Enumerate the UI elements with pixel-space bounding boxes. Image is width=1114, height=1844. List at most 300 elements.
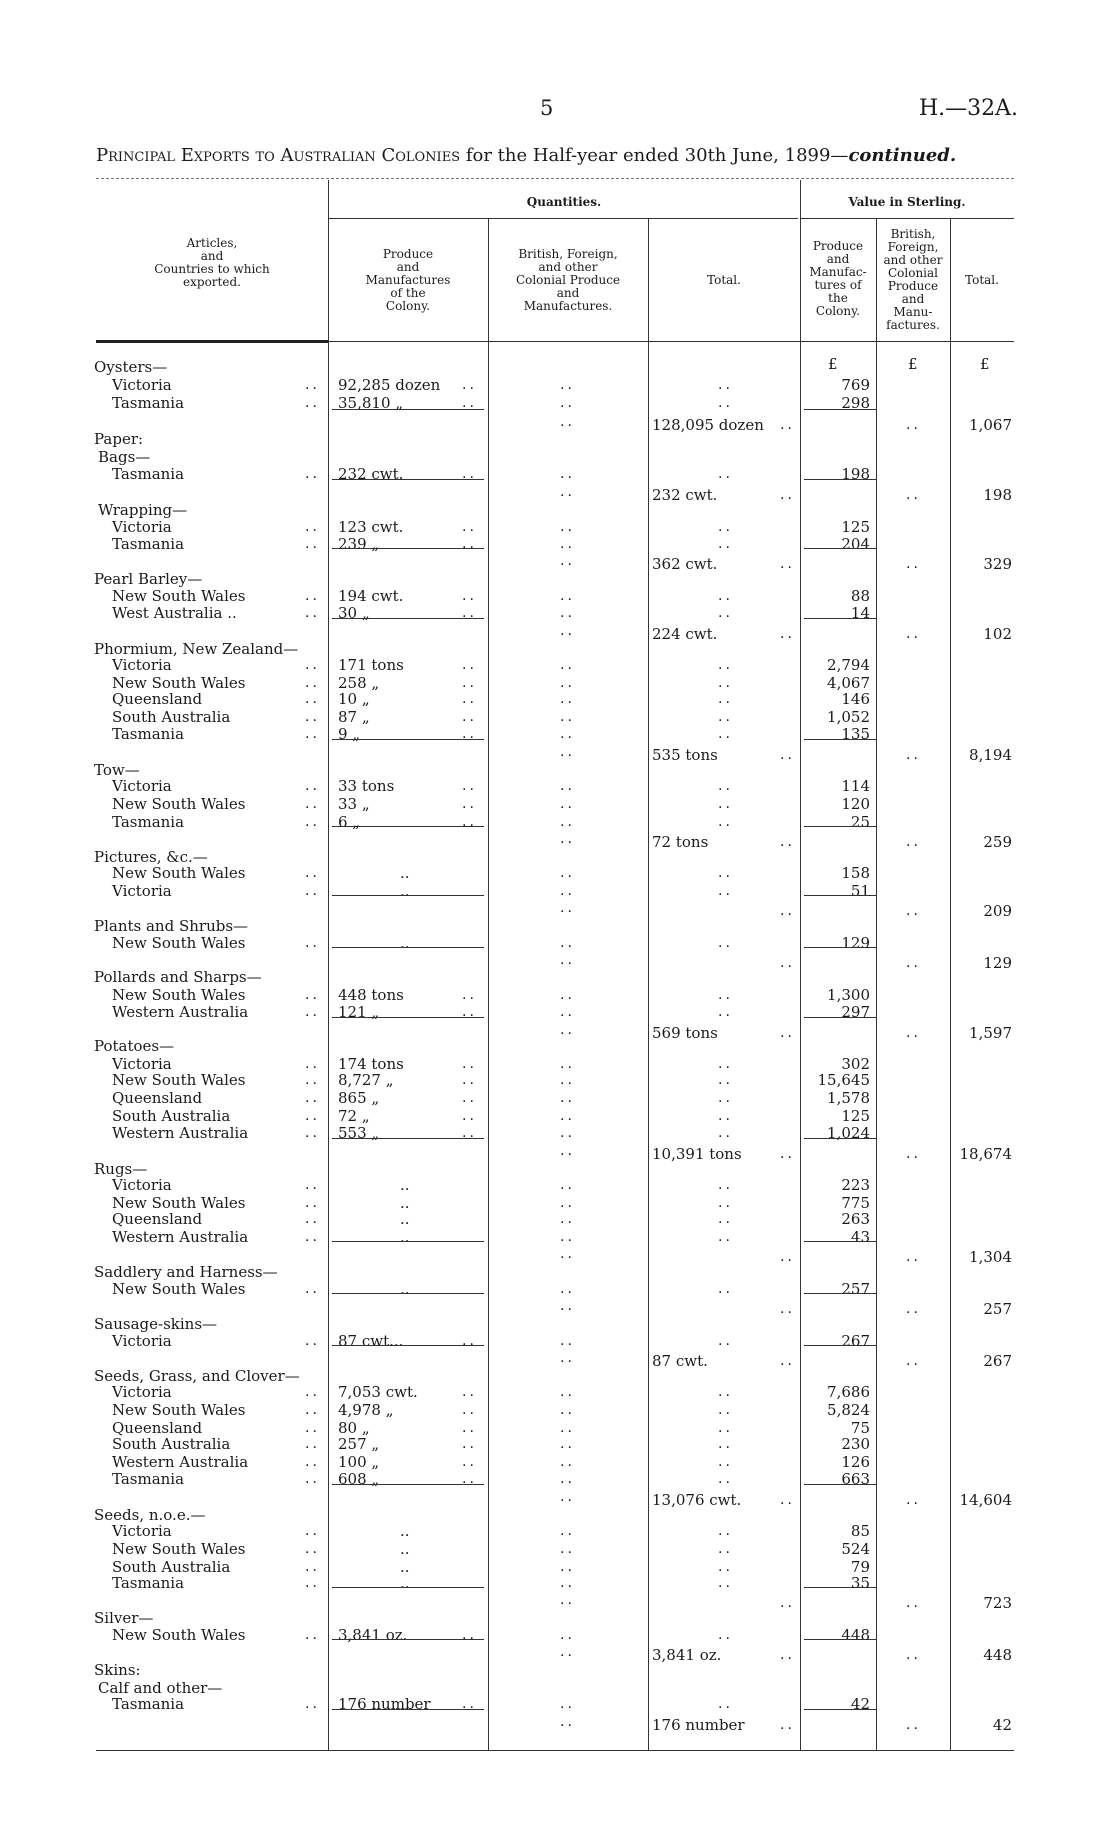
header-line: Colony. [815,304,861,318]
leader-dots: .. [718,1211,733,1227]
country-label: Tasmania [112,1574,185,1592]
subtotal-rule [332,1017,484,1018]
country-label: Western Australia [112,1228,249,1246]
header-line: the [828,291,848,305]
leader-dots: .. [305,796,320,812]
qty-produce: 174 tons [338,1055,404,1073]
leader-dots: .. [462,377,477,393]
group-heading: Pearl Barley— [94,570,203,588]
country-label: Victoria [112,777,172,795]
group-heading: Saddlery and Harness— [94,1263,278,1281]
qty-produce: 865 „ [338,1089,380,1107]
leader-dots: .. [906,1647,921,1663]
leader-dots: .. [718,657,733,673]
col-divider [876,218,877,1750]
header-line: tures of [814,278,862,292]
qty-produce: 72 „ [338,1107,370,1125]
subtotal-rule [804,1293,876,1294]
value-total: 102 [983,625,1012,643]
header-total: Total. [707,273,741,287]
leader-dots: .. [780,1353,795,1369]
leader-dots: .. [780,556,795,572]
country-label: Western Australia [112,1003,249,1021]
value-produce: 1,052 [827,708,870,726]
subtotal-rule [804,548,876,549]
subtotal-rule [804,1587,876,1588]
leader-dots: .. [560,1177,575,1193]
leader-dots: .. [305,1436,320,1452]
value-produce: 204 [841,535,870,553]
qty-produce: 4,978 „ [338,1401,394,1419]
subtotal-rule [332,947,484,948]
subtotal-rule [804,826,876,827]
country-label: Queensland [112,1419,203,1437]
country-label: West Australia .. [112,604,237,622]
leader-dots: .. [305,1541,320,1557]
value-produce: 88 [850,587,870,605]
leader-dots: .. [462,1402,477,1418]
header-line: Countries to which [154,262,270,276]
value-total: 209 [983,902,1012,920]
leader-dots: .. [560,605,575,621]
header-line: British, [890,227,936,241]
leader-dots: .. [305,377,320,393]
leader-dots: .. [906,487,921,503]
leader-dots: .. [780,417,795,433]
value-produce: 158 [841,864,870,882]
value-produce: 43 [850,1228,870,1246]
header-line: and [556,286,580,300]
qty-placeholder: .. [400,1522,410,1540]
leader-dots: .. [462,657,477,673]
leader-dots: .. [560,1523,575,1539]
leader-dots: .. [780,903,795,919]
header-line: and [396,260,420,274]
leader-dots: .. [560,1246,575,1262]
value-produce: 297 [841,1003,870,1021]
leader-dots: .. [780,1249,795,1265]
value-total: 14,604 [959,1491,1012,1509]
country-label: Victoria [112,1522,172,1540]
country-label: New South Wales [112,934,246,952]
qty-produce: 448 tons [338,986,404,1004]
qty-total: 535 tons [652,746,718,764]
leader-dots: .. [305,519,320,535]
qty-produce: 33 tons [338,777,395,795]
country-label: Tasmania [112,535,185,553]
leader-dots: .. [305,1004,320,1020]
header-british [488,248,648,313]
col-divider [488,218,489,1750]
leader-dots: .. [560,1592,575,1608]
leader-dots: .. [718,865,733,881]
leader-dots: .. [906,1717,921,1733]
value-produce: 14 [850,604,870,622]
leader-dots: .. [305,657,320,673]
leader-dots: .. [906,556,921,572]
leader-dots: .. [305,1454,320,1470]
country-label: Victoria [112,1383,172,1401]
leader-dots: .. [305,1471,320,1487]
leader-dots: .. [560,1489,575,1505]
leader-dots: .. [718,1559,733,1575]
leader-dots: .. [906,1492,921,1508]
header-line: Foreign, [887,240,939,254]
subtotal-rule [332,1709,484,1710]
subtotal-rule [804,1709,876,1710]
leader-dots: .. [560,1090,575,1106]
qty-total: 128,095 dozen [652,416,764,434]
qty-produce: 258 „ [338,674,380,692]
leader-dots: .. [718,1402,733,1418]
leader-dots: .. [560,1211,575,1227]
leader-dots: .. [462,709,477,725]
header-line: Colonial [887,266,939,280]
leader-dots: .. [560,1056,575,1072]
leader-dots: .. [560,588,575,604]
leader-dots: .. [718,536,733,552]
qty-total: 362 cwt. [652,555,718,573]
value-produce: 663 [841,1470,870,1488]
subtotal-rule [804,1484,876,1485]
subtotal-rule [332,1138,484,1139]
qty-placeholder: .. [400,1210,410,1228]
leader-dots: .. [560,1541,575,1557]
leader-dots: .. [718,1384,733,1400]
leader-dots: .. [560,1350,575,1366]
leader-dots: .. [718,588,733,604]
leader-dots: .. [462,1696,477,1712]
leader-dots: .. [718,883,733,899]
group-heading: Paper: [94,430,144,448]
leader-dots: .. [718,1454,733,1470]
value-total: 448 [983,1646,1012,1664]
leader-dots: .. [560,1281,575,1297]
group-heading: Potatoes— [94,1037,175,1055]
header-line: Produce [887,279,939,293]
leader-dots: .. [718,1281,733,1297]
leader-dots: .. [560,865,575,881]
subtotal-rule [332,1639,484,1640]
leader-dots: .. [560,778,575,794]
leader-dots: .. [780,626,795,642]
leader-dots: .. [305,935,320,951]
value-produce: 35 [850,1574,870,1592]
qty-total: 87 cwt. [652,1352,708,1370]
group-heading: Seeds, Grass, and Clover— [94,1367,300,1385]
qty-placeholder: .. [400,1280,410,1298]
leader-dots: .. [305,1384,320,1400]
header-value-british [876,228,950,332]
value-produce: 7,686 [827,1383,870,1401]
value-total: 8,194 [969,746,1012,764]
subtotal-rule [332,548,484,549]
leader-dots: .. [462,675,477,691]
header-line: exported. [183,275,241,289]
country-label: Tasmania [112,813,185,831]
value-produce: 85 [850,1522,870,1540]
leader-dots: .. [718,395,733,411]
leader-dots: .. [560,1696,575,1712]
leader-dots: .. [560,1384,575,1400]
header-line: and [826,252,850,266]
country-label: Western Australia [112,1124,249,1142]
leader-dots: .. [560,1195,575,1211]
leader-dots: .. [718,778,733,794]
header-line: Colony. [385,299,431,313]
subtotal-rule [332,1293,484,1294]
country-label: Victoria [112,518,172,536]
leader-dots: .. [560,536,575,552]
pound-sign: £ [980,355,990,373]
leader-dots: .. [560,1022,575,1038]
country-label: Victoria [112,656,172,674]
qty-total: 224 cwt. [652,625,718,643]
qty-produce: 30 „ [338,604,370,622]
leader-dots: .. [305,1108,320,1124]
group-heading: Bags— [98,448,151,466]
qty-placeholder: .. [400,864,410,882]
leader-dots: .. [462,395,477,411]
leader-dots: .. [462,814,477,830]
leader-dots: .. [718,1108,733,1124]
leader-dots: .. [718,987,733,1003]
leader-dots: .. [780,1146,795,1162]
leader-dots: .. [305,1420,320,1436]
leader-dots: .. [560,831,575,847]
qty-produce: 553 „ [338,1124,380,1142]
leader-dots: .. [462,1090,477,1106]
leader-dots: .. [906,1249,921,1265]
country-label: New South Wales [112,1194,246,1212]
qty-placeholder: .. [400,934,410,952]
group-heading: Seeds, n.o.e.— [94,1506,206,1524]
leader-dots: .. [718,796,733,812]
qty-placeholder: .. [400,1558,410,1576]
leader-dots: .. [305,605,320,621]
leader-dots: .. [906,1025,921,1041]
header-value: Value in Sterling. [848,195,966,209]
qty-produce: 257 „ [338,1435,380,1453]
header-line: and other [538,260,598,274]
leader-dots: .. [462,1454,477,1470]
leader-dots: .. [462,1436,477,1452]
leader-dots: .. [560,1143,575,1159]
value-total: 1,597 [969,1024,1012,1042]
country-label: New South Wales [112,986,246,1004]
leader-dots: .. [305,691,320,707]
leader-dots: .. [560,796,575,812]
leader-dots: .. [560,987,575,1003]
bottom-rule [96,1750,1014,1751]
leader-dots: .. [560,1627,575,1643]
leader-dots: .. [305,1177,320,1193]
subtotal-rule [804,1017,876,1018]
leader-dots: .. [780,1025,795,1041]
leader-dots: .. [560,1436,575,1452]
leader-dots: .. [718,1072,733,1088]
value-produce: 126 [841,1453,870,1471]
qty-produce: 608 „ [338,1470,380,1488]
leader-dots: .. [560,466,575,482]
table-title [96,145,956,166]
leader-dots: .. [305,1229,320,1245]
value-produce: 302 [841,1055,870,1073]
leader-dots: .. [780,1647,795,1663]
leader-dots: .. [560,623,575,639]
subtotal-rule [804,479,876,480]
leader-dots: .. [462,1471,477,1487]
leader-dots: .. [718,1333,733,1349]
header-produce [328,248,488,313]
value-produce: 198 [841,465,870,483]
subtotal-rule [804,1639,876,1640]
group-heading: Oysters— [94,358,168,376]
country-label: South Australia [112,1107,231,1125]
document-reference: H.—32A. [918,96,1018,121]
value-produce: 125 [841,518,870,536]
value-rule [800,218,1014,219]
leader-dots: .. [560,1454,575,1470]
leader-dots: .. [906,417,921,433]
leader-dots: .. [560,1575,575,1591]
group-heading: Calf and other— [98,1679,223,1697]
leader-dots: .. [305,1072,320,1088]
leader-dots: .. [305,395,320,411]
qty-produce: 176 number [338,1695,431,1713]
leader-dots: .. [462,605,477,621]
qty-produce: 8,727 „ [338,1071,394,1089]
header-line: Manufac- [809,265,867,279]
subtotal-rule [804,739,876,740]
leader-dots: .. [305,675,320,691]
leader-dots: .. [305,1523,320,1539]
col-divider [328,180,329,1750]
title-continued: continued. [848,145,957,166]
subtotal-rule [332,895,484,896]
group-heading: Pollards and Sharps— [94,968,262,986]
leader-dots: .. [560,1402,575,1418]
leader-dots: .. [906,1595,921,1611]
leader-dots: .. [305,1195,320,1211]
qty-produce: 87 cwt... [338,1332,404,1350]
leader-dots: .. [305,1402,320,1418]
value-total: 257 [983,1300,1012,1318]
header-articles [96,237,328,289]
leader-dots: .. [462,1108,477,1124]
leader-dots: .. [462,778,477,794]
leader-dots: .. [906,903,921,919]
leader-dots: .. [718,1229,733,1245]
leader-dots: .. [718,935,733,951]
subtotal-rule [804,1345,876,1346]
qty-produce: 92,285 dozen [338,376,441,394]
leader-dots: .. [718,726,733,742]
leader-dots: .. [718,1627,733,1643]
leader-dots: .. [305,883,320,899]
value-produce: 223 [841,1176,870,1194]
leader-dots: .. [305,726,320,742]
leader-dots: .. [718,1195,733,1211]
leader-dots: .. [718,1541,733,1557]
leader-dots: .. [560,1229,575,1245]
leader-dots: .. [718,1090,733,1106]
leader-dots: .. [560,675,575,691]
header-value-total: Total. [965,273,999,287]
leader-dots: .. [560,691,575,707]
country-label: Tasmania [112,465,185,483]
leader-dots: .. [780,1595,795,1611]
country-label: South Australia [112,1435,231,1453]
country-label: Queensland [112,690,203,708]
qty-total: 176 number [652,1716,745,1734]
leader-dots: .. [462,1384,477,1400]
leader-dots: .. [906,955,921,971]
leader-dots: .. [462,1125,477,1141]
subtotal-rule [332,826,484,827]
header-line: and [200,249,224,263]
leader-dots: .. [462,1004,477,1020]
leader-dots: .. [560,1420,575,1436]
leader-dots: .. [305,1696,320,1712]
leader-dots: .. [560,1333,575,1349]
value-produce: 120 [841,795,870,813]
subtotal-rule [804,1138,876,1139]
header-line: Colonial Produce [515,273,621,287]
leader-dots: .. [560,519,575,535]
value-produce: 524 [841,1540,870,1558]
value-total: 42 [992,1716,1012,1734]
header-line: factures. [886,318,940,332]
leader-dots: .. [305,466,320,482]
country-label: New South Wales [112,1540,246,1558]
subtotal-rule [804,618,876,619]
value-produce: 2,794 [827,656,870,674]
leader-dots: .. [462,796,477,812]
col-divider [648,218,649,1750]
value-produce: 775 [841,1194,870,1212]
leader-dots: .. [305,1056,320,1072]
country-label: Tasmania [112,394,185,412]
leader-dots: .. [560,395,575,411]
value-produce: 135 [841,725,870,743]
subtotal-rule [804,947,876,948]
value-total: 259 [983,833,1012,851]
leader-dots: .. [462,1627,477,1643]
leader-dots: .. [560,1471,575,1487]
leader-dots: .. [906,747,921,763]
leader-dots: .. [780,1717,795,1733]
value-produce: 267 [841,1332,870,1350]
leader-dots: .. [906,834,921,850]
header-value-produce [800,240,876,318]
subtotal-rule [332,618,484,619]
country-label: Victoria [112,1055,172,1073]
qty-placeholder: .. [400,1176,410,1194]
header-line: Produce [812,239,864,253]
leader-dots: .. [560,814,575,830]
header-line: Manufactures. [523,299,613,313]
value-produce: 75 [850,1419,870,1437]
leader-dots: .. [305,709,320,725]
country-label: New South Wales [112,674,246,692]
leader-dots: .. [560,1644,575,1660]
country-label: Victoria [112,882,172,900]
leader-dots: .. [718,709,733,725]
leader-dots: .. [718,1436,733,1452]
leader-dots: .. [305,814,320,830]
value-produce: 1,024 [827,1124,870,1142]
